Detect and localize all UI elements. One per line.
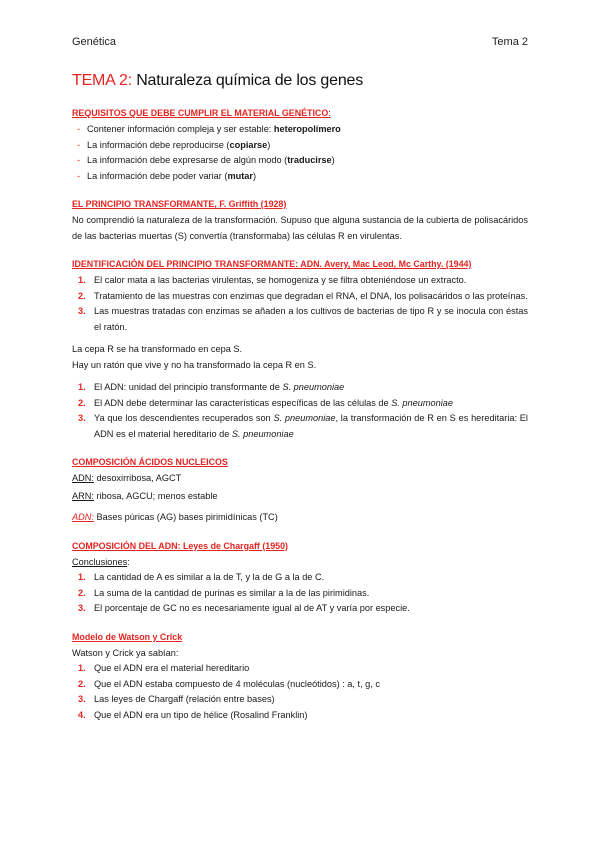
item-text: El ADN: unidad del principio transformante de	[94, 382, 283, 392]
list-item	[78, 677, 528, 693]
item-text: La información debe expresarse de algún modo (	[87, 155, 288, 165]
item-keyword: heteropolímero	[273, 124, 341, 134]
title-text: Naturaleza química de los genes	[131, 72, 364, 89]
item-text: Ya que los descendientes recuperados son	[94, 413, 274, 423]
number-marker: 1.	[78, 382, 86, 392]
header-subject: Genética	[72, 36, 117, 48]
item-text: Que el ADN era el material hereditario	[94, 663, 250, 673]
item-text: Que el ADN era un tipo de hélice (Rosalind Franklin)	[94, 709, 308, 720]
section-nucleic-acids	[72, 455, 528, 526]
species-name: S. pneumoniae	[391, 397, 454, 408]
number-marker: 2.	[78, 587, 86, 598]
number-marker: 3.	[78, 694, 86, 704]
section-heading: COMPOSICIÓN DEL ADN: Leyes de Chargaff (1950)	[72, 540, 289, 551]
page-header	[72, 36, 528, 48]
species-name: S. pneumoniae	[282, 382, 345, 392]
list-item	[78, 380, 528, 396]
list-item	[78, 396, 528, 412]
header-topic: Tema 2	[491, 36, 528, 48]
conclusions-colon: :	[127, 556, 130, 567]
requirements-list	[72, 122, 528, 184]
list-item	[78, 586, 528, 602]
adn-label: ADN:	[72, 473, 94, 483]
section-requirements	[72, 106, 528, 184]
list-item	[77, 122, 528, 138]
section-paragraph: No comprendió la naturaleza de la transformación. Supuso que alguna sustancia de la cubierta de polisacáridos de las bacterias muertas (S) convertía (transformaba) las células R en virulentas.	[72, 215, 528, 241]
heading-text: REQUISITOS QUE DEBE CUMPLIR EL MATERIAL GENÉTICO	[72, 108, 329, 118]
conclusions-label	[72, 555, 528, 571]
list-item	[78, 289, 528, 305]
item-text: La suma de la cantidad de purinas es similar a la de las pirimidinas.	[94, 587, 370, 598]
bases-label: ADN:	[72, 512, 94, 522]
document-body	[72, 106, 528, 736]
bases-text: Bases púricas (AG) bases pirimidínicas (TC)	[93, 512, 278, 522]
bases-line	[72, 510, 528, 526]
list-item	[78, 601, 528, 617]
species-name: S. pneumoniae	[273, 413, 336, 423]
arn-text: ribosa, AGCU; menos estable	[93, 490, 218, 501]
title-prefix: TEMA 2:	[72, 72, 132, 89]
number-marker: 3.	[78, 306, 86, 316]
result-line: La cepa R se ha transformado en cepa S.	[72, 344, 243, 354]
item-end: )	[252, 170, 257, 181]
list-item	[78, 273, 528, 289]
dash-marker: -	[77, 155, 81, 165]
item-keyword: traducirse	[287, 155, 332, 165]
number-marker: 1.	[78, 572, 86, 582]
item-keyword: mutar	[227, 170, 253, 181]
conclusions-list	[72, 380, 528, 442]
section-avery	[72, 257, 528, 442]
dash-marker: -	[77, 170, 81, 181]
item-text: La cantidad de A es similar a la de T, y la de G a la de C.	[94, 572, 325, 582]
item-text: Que el ADN estaba compuesto de 4 moléculas (nucleótidos) : a, t, g, c	[94, 678, 380, 689]
section-chargaff	[72, 539, 528, 617]
item-text: El ADN debe determinar las características específicas de las células de	[94, 397, 392, 408]
section-watson-crick	[72, 630, 528, 724]
result-line: Hay un ratón que vive y no ha transformado la cepa R en S.	[72, 359, 317, 370]
list-item	[77, 138, 528, 154]
section-heading: COMPOSICIÓN ÁCIDOS NUCLEICOS	[72, 457, 228, 467]
number-marker: 3.	[78, 603, 86, 613]
section-heading: Modelo de Watson y Crick	[72, 631, 183, 642]
number-marker: 2.	[78, 397, 86, 408]
dash-marker: -	[77, 124, 81, 134]
item-keyword: copiarse	[229, 139, 268, 150]
item-end: )	[331, 155, 335, 165]
dash-marker: -	[77, 139, 81, 150]
item-text: Las muestras tratadas con enzimas se añaden a los cultivos de bacterias de tipo R y se inocula con éstas el ratón.	[94, 306, 528, 332]
list-item	[77, 169, 528, 185]
item-text-cont: , la transformación de R en S es hereditaria: El ADN es el material hereditario de	[94, 413, 528, 439]
list-item	[78, 661, 528, 677]
section-intro: Watson y Crick ya sabían:	[72, 647, 179, 658]
number-marker: 4.	[78, 709, 86, 720]
item-text: Contener información compleja y ser estable:	[87, 124, 274, 134]
item-text: El calor mata a las bacterias virulentas, se homogeniza y se filtra obteniéndose un extracto.	[94, 275, 467, 285]
list-item	[78, 304, 528, 335]
number-marker: 3.	[78, 413, 86, 423]
section-griffith	[72, 197, 528, 244]
section-heading: EL PRINCIPIO TRANSFORMANTE, F. Griffith (1928)	[72, 199, 287, 209]
adn-text: desoxirribosa, AGCT	[93, 473, 182, 483]
number-marker: 1.	[78, 275, 86, 285]
list-item	[77, 153, 528, 169]
item-text: Las leyes de Chargaff (relación entre bases)	[94, 694, 275, 704]
number-marker: 1.	[78, 663, 86, 673]
item-text: La información debe reproducirse (	[87, 139, 230, 150]
item-end: )	[267, 139, 271, 150]
item-text: El porcentaje de GC no es necesariamente igual al de AT y varía por especie.	[94, 603, 410, 613]
list-item	[78, 411, 528, 442]
watson-crick-list	[72, 661, 528, 723]
section-heading	[72, 106, 528, 121]
adn-line	[72, 471, 528, 487]
number-marker: 2.	[78, 678, 86, 689]
page-title	[72, 72, 363, 90]
heading-colon: :	[328, 108, 331, 118]
list-item	[78, 692, 528, 708]
section-heading: IDENTIFICACIÓN DEL PRINCIPIO TRANSFORMANTE: ADN. Avery, Mac Leod, Mc Carthy. (1944)	[72, 259, 472, 269]
number-marker: 2.	[78, 290, 86, 301]
species-name: S. pneumoniae	[231, 428, 294, 439]
item-text: La información debe poder variar (	[87, 170, 228, 181]
chargaff-list	[72, 570, 528, 617]
list-item	[78, 570, 528, 586]
list-item	[78, 708, 528, 724]
item-text: Tratamiento de las muestras con enzimas que degradan el RNA, el DNA, los polisacáridos o las proteínas.	[94, 290, 528, 301]
experiment-steps-list	[72, 273, 528, 335]
arn-line	[72, 489, 528, 505]
arn-label: ARN:	[72, 490, 94, 501]
conclusions-text: Conclusiones	[72, 556, 128, 567]
